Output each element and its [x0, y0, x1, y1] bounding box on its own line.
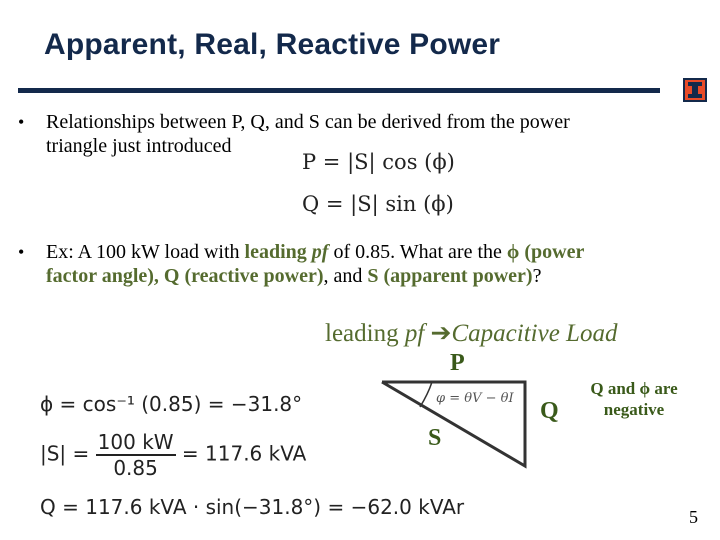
- university-logo-icon: [683, 78, 707, 102]
- negative-note: [578, 378, 690, 420]
- note-line2: negative: [603, 400, 665, 419]
- page-number: 5: [689, 507, 698, 527]
- bullet-dot-icon: •: [18, 112, 25, 132]
- slide-title: Apparent, Real, Reactive Power: [44, 28, 501, 61]
- s-rhs: = 117.6 kVA: [181, 441, 307, 466]
- s-denominator: 0.85: [113, 456, 158, 480]
- s-calculation: [40, 430, 306, 480]
- bullet1-line1: Relationships between P, Q, and S can be derived from the power: [46, 111, 570, 133]
- subhead-leading: leading: [325, 320, 405, 347]
- example-s: S (apparent power): [367, 265, 533, 287]
- triangle-lines: [382, 382, 525, 466]
- example-pf: pf: [311, 241, 329, 263]
- bullet-dot-icon: •: [18, 242, 25, 262]
- triangle-q-label: Q: [540, 398, 559, 424]
- subhead-capacitive: Capacitive Load: [451, 320, 618, 347]
- equation-p: P = |S| cos (ϕ): [302, 150, 455, 174]
- example-text-g: , and: [323, 265, 368, 287]
- note-line1: Q and ϕ are: [590, 379, 678, 398]
- angle-text: φ = θV − θI: [436, 391, 514, 406]
- angle-arc: [420, 382, 432, 407]
- title-rule: [18, 88, 660, 93]
- leading-pf-heading: [325, 318, 617, 348]
- s-lhs: |S| =: [40, 441, 90, 466]
- s-fraction: [96, 430, 176, 480]
- q-calculation: Q = 117.6 kVA · sin(−31.8°) = −62.0 kVAr: [40, 495, 465, 519]
- example-text-i: ?: [532, 265, 542, 287]
- example-text-a: Ex: A 100 kW load with: [46, 241, 245, 263]
- example-phi: ϕ (power: [506, 241, 585, 263]
- bullet1-line2: triangle just introduced: [46, 135, 232, 157]
- arrow-right-icon: ➔: [430, 320, 452, 347]
- example-q: factor angle), Q (reactive power): [46, 265, 324, 287]
- subhead-pf: pf: [404, 320, 431, 347]
- s-numerator: 100 kW: [97, 430, 174, 454]
- triangle-s-label: S: [428, 425, 442, 451]
- example-text-d: of 0.85. What are the: [328, 241, 507, 263]
- triangle-p-label: P: [450, 350, 465, 376]
- equation-q: Q = |S| sin (ϕ): [302, 192, 454, 216]
- example-leading: leading: [244, 241, 312, 263]
- bullet-example: [18, 240, 708, 288]
- phi-calculation: ϕ = cos⁻¹ (0.85) = −31.8°: [40, 392, 303, 416]
